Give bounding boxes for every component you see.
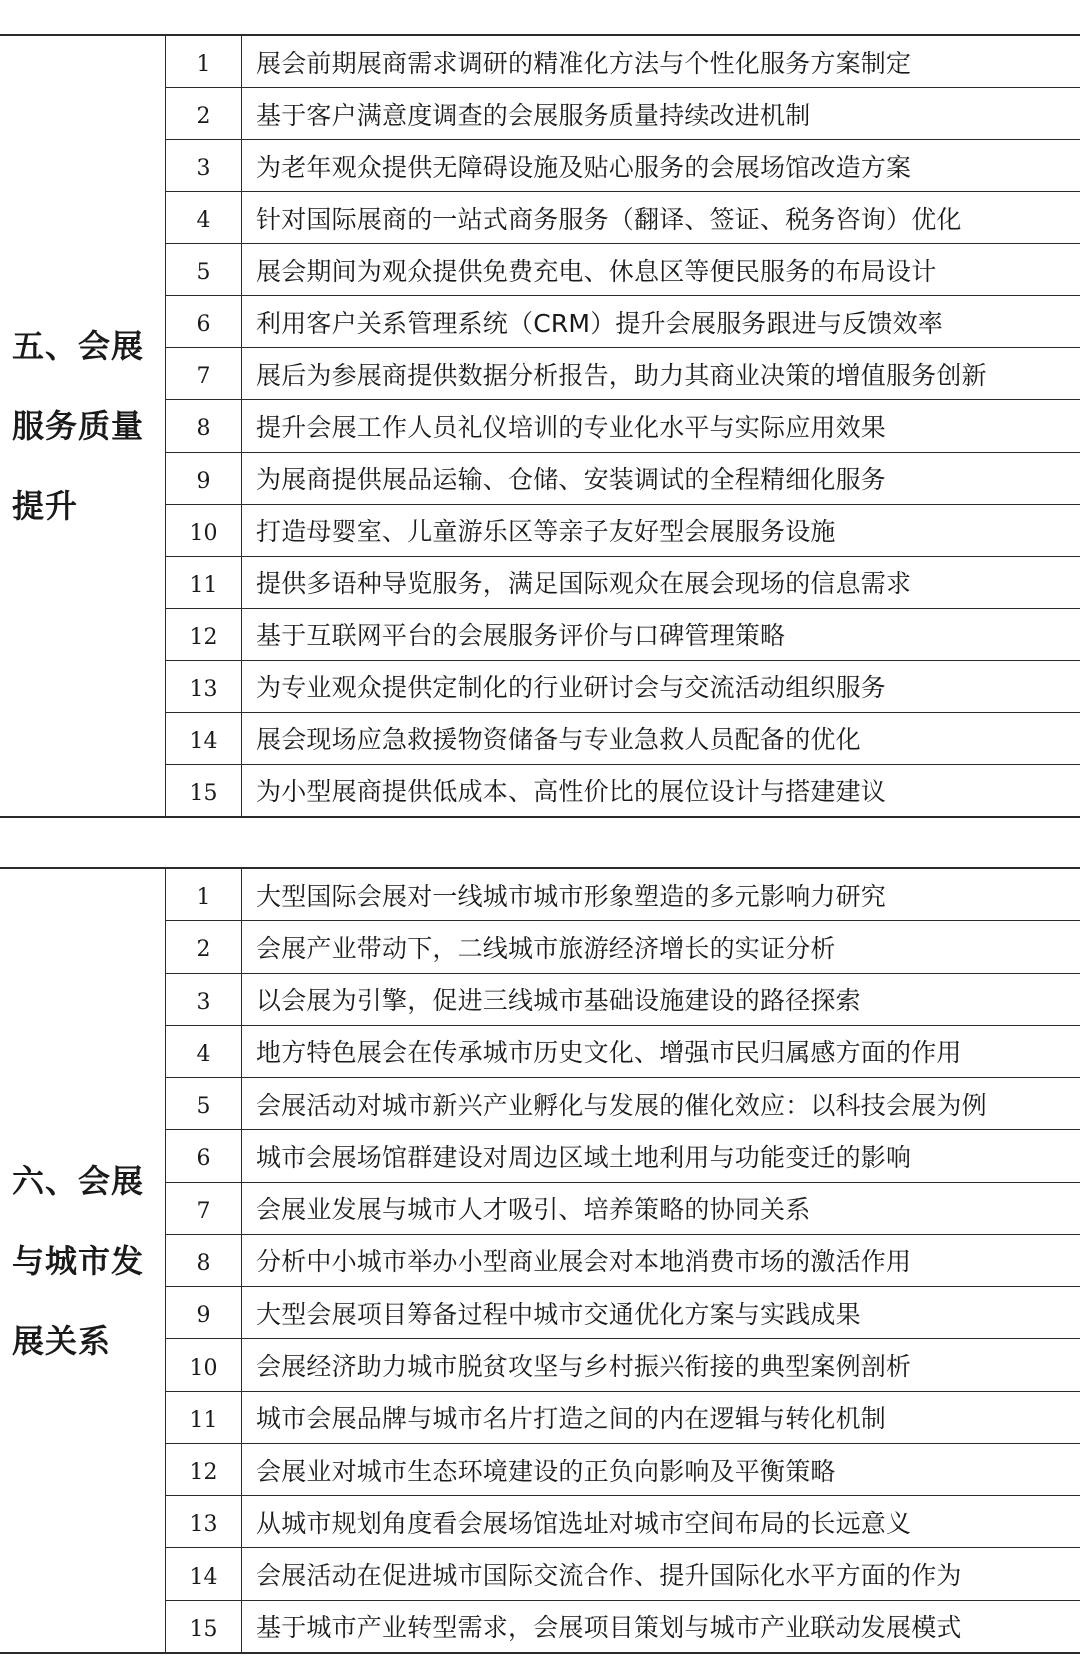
topic-title: 展会现场应急救援物资储备与专业急救人员配备的优化 [256,725,861,755]
row-number: 11 [166,557,242,608]
table-row [166,1339,1080,1391]
row-number: 1 [166,869,242,920]
table-row [166,1287,1080,1339]
topic-rows [166,869,1080,1652]
table-row [166,505,1080,557]
topic-title: 打造母婴室、儿童游乐区等亲子友好型会展服务设施 [256,517,836,547]
table-row [166,1183,1080,1235]
row-number: 8 [166,400,242,451]
row-number: 9 [166,1287,242,1338]
topic-title: 为老年观众提供无障碍设施及贴心服务的会展场馆改造方案 [256,152,912,182]
topic-title: 大型会展项目筹备过程中城市交通优化方案与实践成果 [256,1299,861,1329]
table-row [166,1078,1080,1130]
row-number: 14 [166,713,242,764]
table-row [166,1444,1080,1496]
topic-title: 基于客户满意度调查的会展服务质量持续改进机制 [256,100,811,130]
row-number: 15 [166,765,242,816]
table-row [166,1392,1080,1444]
topic-title: 针对国际展商的一站式商务服务（翻译、签证、税务咨询）优化 [256,204,962,234]
row-number: 10 [166,1339,242,1390]
topic-title: 会展活动在促进城市国际交流合作、提升国际化水平方面的作为 [256,1561,962,1591]
topic-title: 利用客户关系管理系统（CRM）提升会展服务跟进与反馈效率 [256,308,943,338]
category-cell [0,36,166,816]
row-number: 6 [166,1130,242,1181]
row-number: 7 [166,348,242,399]
table-row [166,1548,1080,1600]
row-number: 10 [166,505,242,556]
table-row [166,36,1080,88]
topic-title: 大型国际会展对一线城市城市形象塑造的多元影响力研究 [256,881,887,911]
topic-rows [166,36,1080,816]
topic-table-section-5 [0,34,1080,818]
table-row [166,1235,1080,1287]
table-row [166,557,1080,609]
topic-title: 地方特色展会在传承城市历史文化、增强市民归属感方面的作用 [256,1038,962,1068]
row-number: 15 [166,1601,242,1652]
table-row [166,140,1080,192]
table-row [166,400,1080,452]
table-row [166,348,1080,400]
topic-table-section-6 [0,867,1080,1654]
topic-title: 提升会展工作人员礼仪培训的专业化水平与实际应用效果 [256,412,887,442]
row-number: 5 [166,244,242,295]
topic-title: 会展业发展与城市人才吸引、培养策略的协同关系 [256,1195,811,1225]
row-number: 6 [166,296,242,347]
topic-title: 基于互联网平台的会展服务评价与口碑管理策略 [256,621,786,651]
row-number: 3 [166,974,242,1025]
row-number: 4 [166,1026,242,1077]
table-row [166,453,1080,505]
row-number: 7 [166,1183,242,1234]
row-number: 3 [166,140,242,191]
topic-title: 城市会展场馆群建设对周边区域土地利用与功能变迁的影响 [256,1142,912,1172]
row-number: 1 [166,36,242,87]
row-number: 2 [166,88,242,139]
topic-title: 为展商提供展品运输、仓储、安装调试的全程精细化服务 [256,465,887,495]
topic-title: 展后为参展商提供数据分析报告，助力其商业决策的增值服务创新 [256,360,987,390]
table-row [166,661,1080,713]
row-number: 2 [166,921,242,972]
table-row [166,1601,1080,1652]
table-row [166,192,1080,244]
topic-title: 为小型展商提供低成本、高性价比的展位设计与搭建建议 [256,777,887,807]
row-number: 14 [166,1548,242,1599]
topic-title: 城市会展品牌与城市名片打造之间的内在逻辑与转化机制 [256,1404,887,1434]
category-label: 五、会展 服务质量 提升 [12,327,145,525]
table-row [166,921,1080,973]
row-number: 4 [166,192,242,243]
topic-title: 展会期间为观众提供免费充电、休息区等便民服务的布局设计 [256,256,937,286]
table-row [166,713,1080,765]
row-number: 8 [166,1235,242,1286]
row-number: 5 [166,1078,242,1129]
topic-title: 以会展为引擎，促进三线城市基础设施建设的路径探索 [256,986,861,1016]
topic-title: 会展活动对城市新兴产业孵化与发展的催化效应：以科技会展为例 [256,1090,987,1120]
row-number: 9 [166,453,242,504]
table-row [166,765,1080,816]
category-label: 六、会展 与城市发 展关系 [12,1161,145,1360]
table-row [166,296,1080,348]
row-number: 12 [166,1444,242,1495]
table-row [166,1026,1080,1078]
topic-title: 展会前期展商需求调研的精准化方法与个性化服务方案制定 [256,48,912,78]
row-number: 13 [166,661,242,712]
row-number: 13 [166,1496,242,1547]
row-number: 12 [166,609,242,660]
table-row [166,1496,1080,1548]
topic-title: 会展产业带动下，二线城市旅游经济增长的实证分析 [256,933,836,963]
topic-title: 会展经济助力城市脱贫攻坚与乡村振兴衔接的典型案例剖析 [256,1352,912,1382]
topic-title: 提供多语种导览服务，满足国际观众在展会现场的信息需求 [256,569,912,599]
topic-title: 从城市规划角度看会展场馆选址对城市空间布局的长远意义 [256,1508,912,1538]
table-row [166,1130,1080,1182]
table-row [166,88,1080,140]
topic-title: 分析中小城市举办小型商业展会对本地消费市场的激活作用 [256,1247,912,1277]
table-row [166,974,1080,1026]
table-row [166,609,1080,661]
category-cell [0,869,166,1652]
topic-title: 为专业观众提供定制化的行业研讨会与交流活动组织服务 [256,673,887,703]
table-row [166,244,1080,296]
table-row [166,869,1080,921]
topic-title: 基于城市产业转型需求，会展项目策划与城市产业联动发展模式 [256,1613,962,1643]
row-number: 11 [166,1392,242,1443]
topic-title: 会展业对城市生态环境建设的正负向影响及平衡策略 [256,1456,836,1486]
